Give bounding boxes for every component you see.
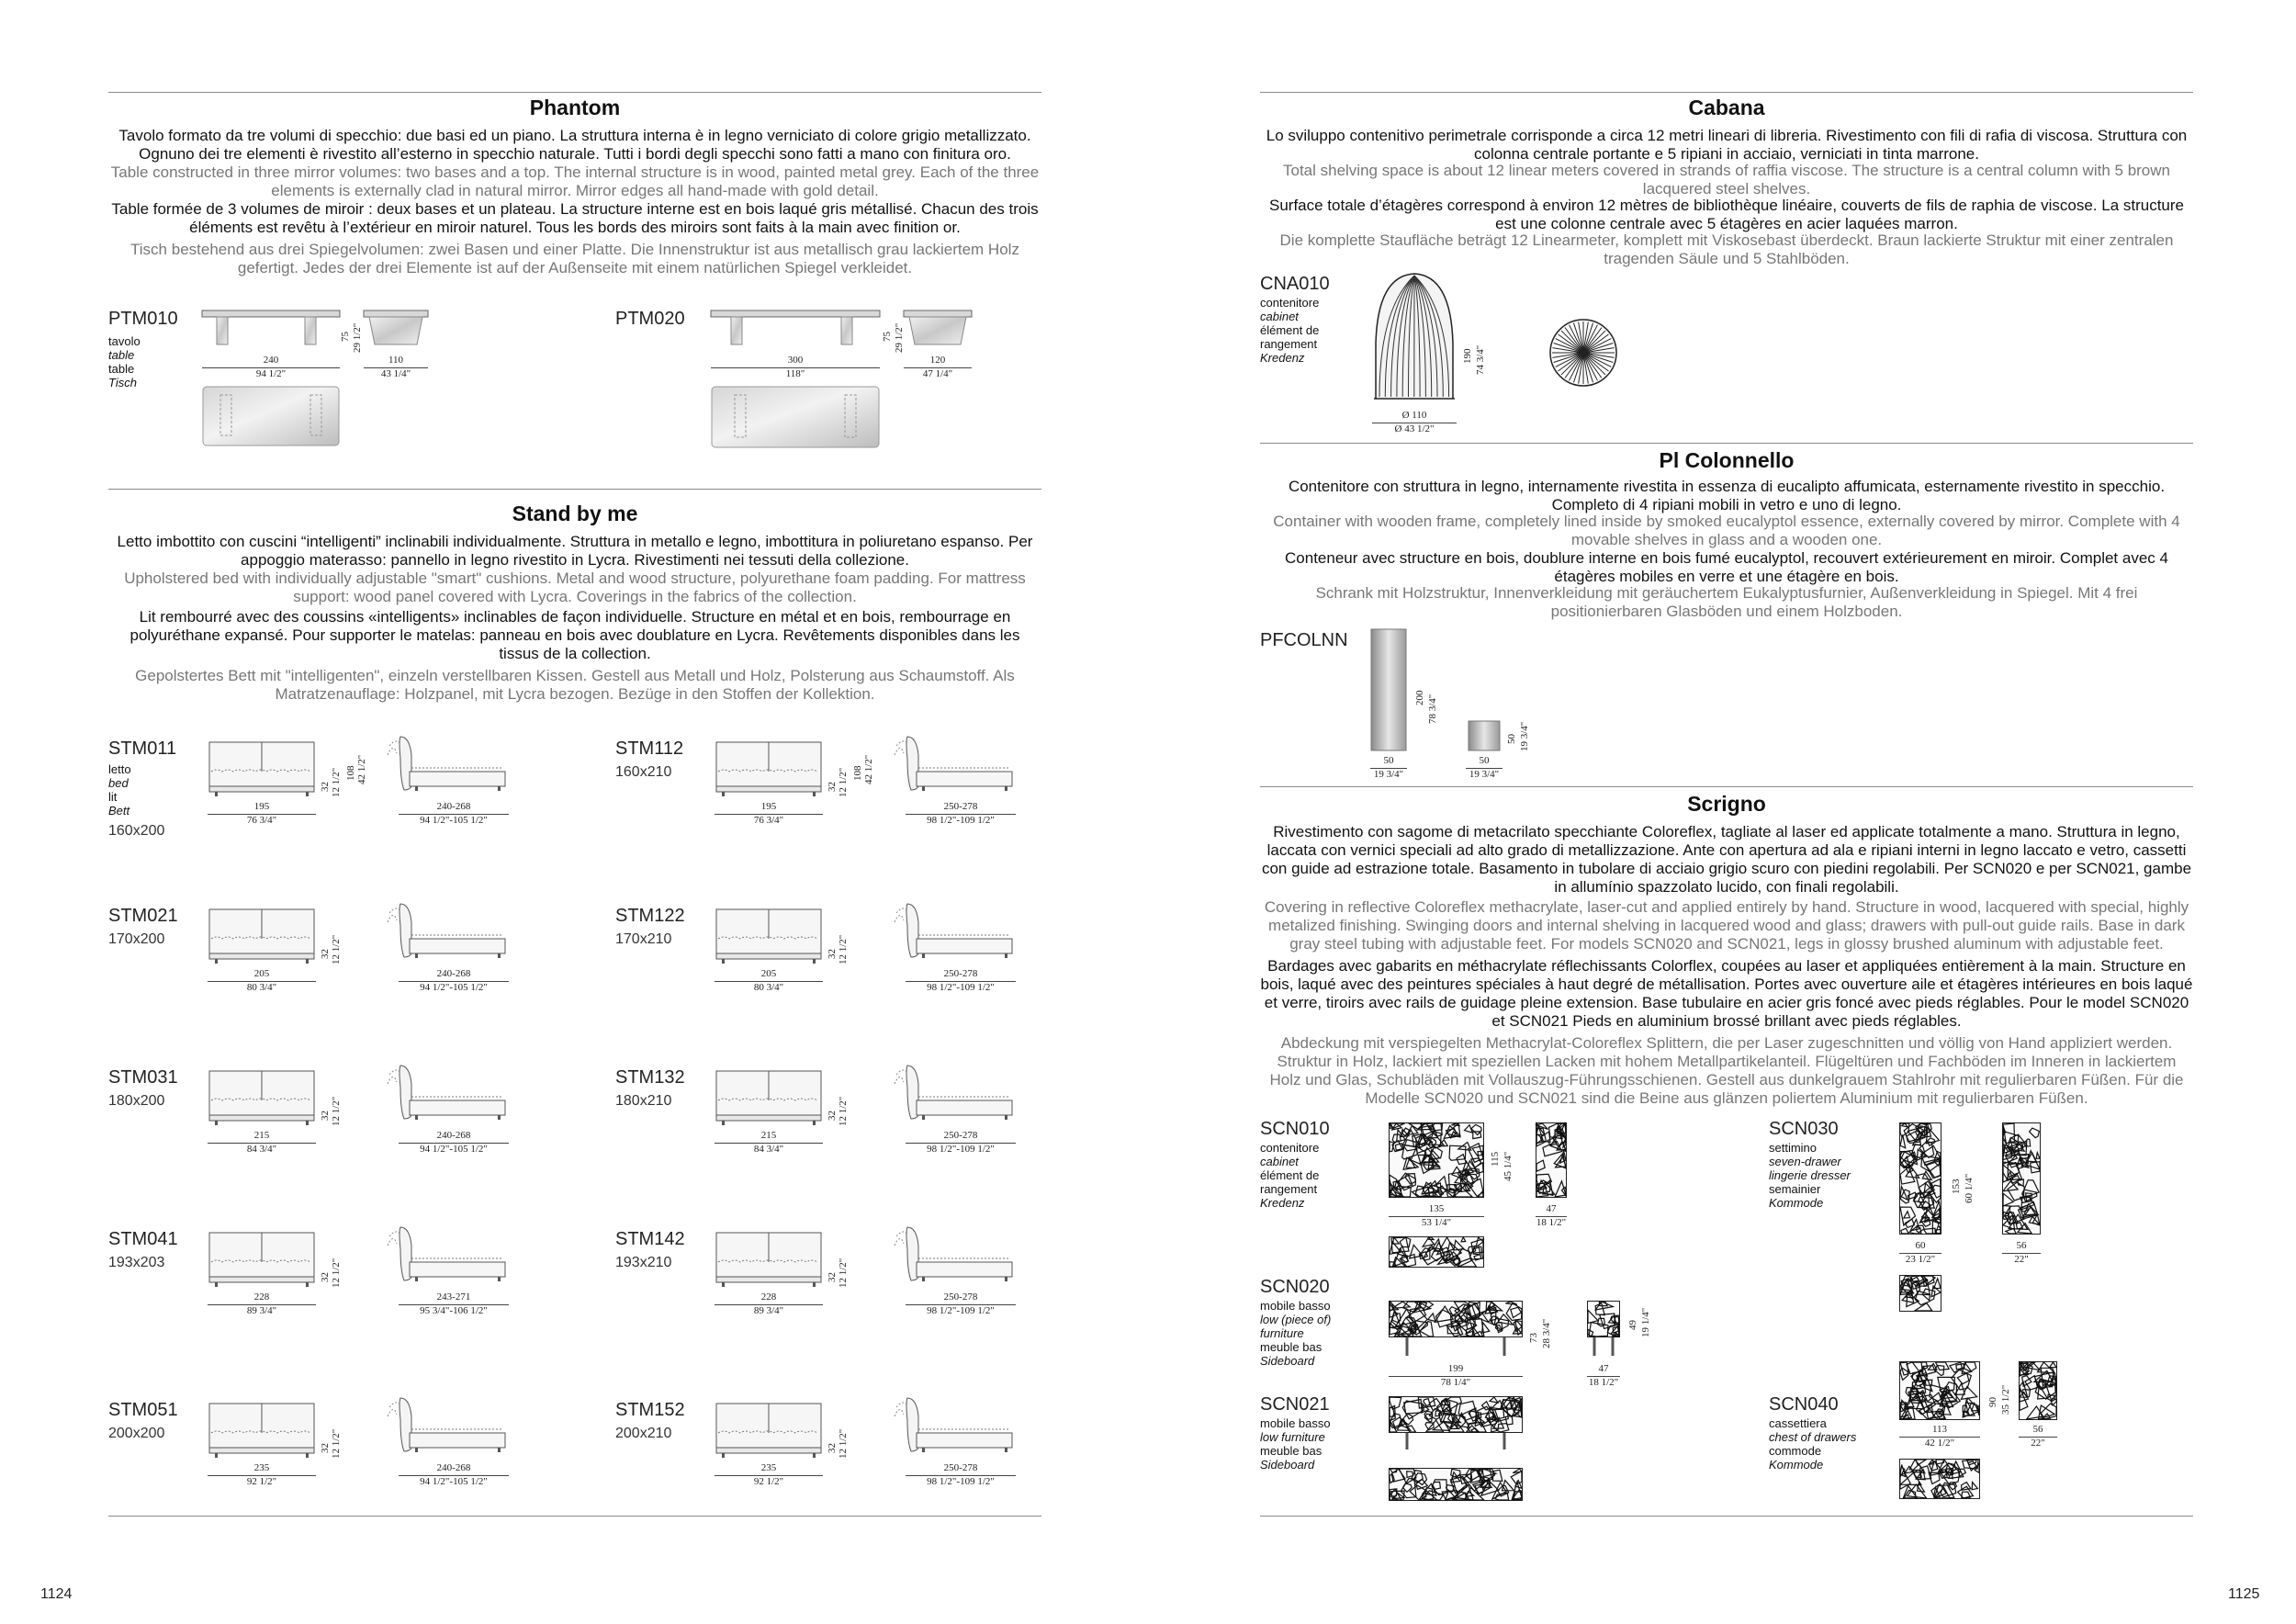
phantom-bottom-rule bbox=[108, 489, 1041, 490]
bed-height: 32 bbox=[827, 782, 838, 792]
phantom-desc-fr: Table formée de 3 volumes de miroir : deux bases et un plateau. La structure interne est en bois laqué gris métallisé. Chacun des trois éléments est revêtu à l’extérieur en miroir naturel. Tous les bords des miroirs sont faits à la main avec finition or. bbox=[111, 200, 1039, 236]
scn030-desc: settimino seven-drawer lingerie dresser semainier Kommode bbox=[1769, 1141, 1851, 1210]
bed-code: STM031 bbox=[108, 1067, 178, 1088]
pfcolnn-width1: 50 bbox=[1383, 755, 1394, 766]
scn040-top-drawing bbox=[1899, 1459, 1980, 1499]
bed-width: 205 bbox=[253, 968, 270, 979]
ptm020-side-drawing bbox=[904, 309, 972, 355]
bed-code: STM112 bbox=[615, 739, 684, 759]
cabana-desc-fr: Surface totale d’étagères correspond à environ 12 mètres de bibliothèque linéaire, couverts de fils de raphia de viscose. La structure est une colonne centrale avec 5 étagères en acier laquées marron. bbox=[1268, 197, 2185, 232]
scn030-depth-in: 22" bbox=[2014, 1254, 2029, 1265]
bed-size: 200x200 bbox=[108, 1426, 165, 1441]
phantom-title: Phantom bbox=[529, 96, 621, 119]
bed-front-drawing bbox=[208, 1402, 316, 1459]
ptm020-depth: 120 bbox=[929, 355, 946, 366]
standbyme-title: Stand by me bbox=[512, 502, 638, 525]
bed-front-drawing bbox=[208, 740, 316, 797]
bed-length-in: 98 1/2"-109 1/2" bbox=[927, 982, 995, 993]
bed-length: 250-278 bbox=[943, 1462, 978, 1473]
scn020-side-drawing bbox=[1587, 1301, 1620, 1337]
cabana-diameter-in: Ø 43 1/2" bbox=[1394, 423, 1435, 434]
scn040-code: SCN040 bbox=[1769, 1394, 1839, 1415]
scn021-legs bbox=[1389, 1433, 1523, 1451]
scn010-top-drawing bbox=[1389, 1236, 1484, 1268]
bed-width-in: 76 3/4" bbox=[246, 815, 277, 826]
bed-height2: 108 bbox=[852, 765, 863, 781]
bed-length: 240-268 bbox=[436, 1462, 471, 1473]
scn021-top-drawing bbox=[1389, 1468, 1523, 1501]
bed-length-in: 94 1/2"-105 1/2" bbox=[420, 982, 488, 993]
ptm020-top-drawing bbox=[711, 386, 880, 448]
bed-size: 180x210 bbox=[615, 1093, 672, 1109]
bed-height: 32 bbox=[827, 1272, 838, 1282]
scn021-desc: mobile basso low furniture meuble bas Sideboard bbox=[1260, 1416, 1331, 1472]
scn010-height: 115 bbox=[1490, 1151, 1501, 1167]
ptm010-height-in: 29 1/2" bbox=[352, 322, 363, 353]
bed-height-in: 12 1/2" bbox=[331, 767, 342, 797]
bed-front-drawing bbox=[715, 1402, 823, 1459]
scn030-width: 60 bbox=[1915, 1240, 1926, 1251]
scn030-depth: 56 bbox=[2016, 1240, 2027, 1251]
bed-code: STM122 bbox=[615, 906, 685, 926]
page-number-left: 1124 bbox=[40, 1586, 73, 1602]
scn020-depth-in: 18 1/2" bbox=[1588, 1377, 1619, 1388]
cabana-height-in: 74 3/4" bbox=[1475, 344, 1486, 375]
bed-side-drawing bbox=[380, 1396, 509, 1459]
ptm010-top-drawing bbox=[202, 386, 340, 446]
bed-size: 180x200 bbox=[108, 1093, 165, 1109]
scn040-width-in: 42 1/2" bbox=[1924, 1438, 1955, 1449]
scrigno-title: Scrigno bbox=[1687, 792, 1766, 816]
bed-size: 160x210 bbox=[615, 764, 672, 780]
bed-width: 228 bbox=[760, 1291, 777, 1303]
bed-length: 250-278 bbox=[943, 1291, 978, 1303]
bed-height: 32 bbox=[320, 1272, 331, 1282]
bed-width-in: 89 3/4" bbox=[246, 1305, 277, 1316]
bed-front-drawing bbox=[715, 908, 823, 964]
bed-width-in: 80 3/4" bbox=[246, 982, 277, 993]
scn020-width-in: 78 1/4" bbox=[1440, 1377, 1471, 1388]
pfcolnn-front-drawing bbox=[1370, 628, 1407, 751]
scn020-width: 199 bbox=[1447, 1363, 1464, 1374]
bed-length-in: 94 1/2"-105 1/2" bbox=[420, 1144, 488, 1155]
bed-height-in: 12 1/2" bbox=[331, 1428, 342, 1459]
bed-side-drawing bbox=[380, 735, 509, 797]
cabana-desc-en: Total shelving space is about 12 linear meters covered in strands of raffia viscose. The structure is a central column with 5 brown lacquered steel shelves. bbox=[1282, 162, 2170, 197]
bed-height-in: 12 1/2" bbox=[838, 767, 849, 797]
scrigno-desc-en: Covering in reflective Coloreflex methacrylate, laser-cut and applied entirely by hand. Structure in wood, lacquered with special, highly metalized finishing. Swinging doors and internal shelving in lacquered wood and glass; drawers with pull-out guide rails. Base in dark gray steel tubing with adjustable feet. For models SCN020 and SCN021, legs in glossy brushed aluminum with adjustable feet. bbox=[1264, 898, 2189, 953]
page-number-right: 1125 bbox=[2228, 1586, 2260, 1602]
bed-length-in: 98 1/2"-109 1/2" bbox=[927, 1144, 995, 1155]
scn010-front-drawing bbox=[1389, 1122, 1484, 1198]
colonnello-desc-de: Schrank mit Holzstruktur, Innenverkleidung mit geräuchertem Eukalyptusfurnier, Außenverkleidung in Spiegel. Mit 4 frei positionierbaren Glasböden und einem Holzboden. bbox=[1315, 584, 2138, 620]
bed-width: 195 bbox=[760, 801, 777, 812]
bed-width: 205 bbox=[760, 968, 777, 979]
standbyme-desc-de: Gepolstertes Bett mit "intelligenten", einzeln verstellbaren Kissen. Gestell aus Metall und Holz, Polsterung aus Schaumstoff. Als Matratzenauflage: Holzpanel, mit Lycra bezogen. Bezüge in den Stoffen der Kollektion. bbox=[135, 667, 1015, 703]
bed-height-in: 12 1/2" bbox=[331, 1096, 342, 1126]
bed-size: 170x200 bbox=[108, 931, 165, 947]
bed-height-in: 12 1/2" bbox=[838, 1257, 849, 1288]
bed-width-in: 92 1/2" bbox=[246, 1476, 277, 1487]
bed-height: 32 bbox=[320, 1443, 331, 1453]
bed-height: 32 bbox=[827, 1111, 838, 1121]
bed-size: 200x210 bbox=[615, 1426, 672, 1441]
bed-height2-in: 42 1/2" bbox=[356, 754, 367, 784]
bed-length: 240-268 bbox=[436, 1130, 471, 1141]
right-bottom-rule bbox=[1260, 1516, 2193, 1517]
standbyme-desc-it: Letto imbottito con cuscini “intelligenti” inclinabili individualmente. Struttura in metallo e legno, imbottitura in poliuretano espanso. Per appoggio materasso: pannello in legno rivestito in Lycra. Rivestimenti nei tessuti della collezione. bbox=[117, 533, 1033, 569]
bed-length: 240-268 bbox=[436, 801, 471, 812]
scn020-side-legs bbox=[1587, 1337, 1620, 1358]
scn040-height: 90 bbox=[1987, 1397, 1998, 1407]
bed-front-drawing bbox=[208, 1231, 316, 1288]
bed-length: 250-278 bbox=[943, 1130, 978, 1141]
scn020-code: SCN020 bbox=[1260, 1277, 1330, 1297]
bed-width-in: 80 3/4" bbox=[753, 982, 784, 993]
bed-width-in: 92 1/2" bbox=[753, 1476, 784, 1487]
ptm010-depth-in: 43 1/4" bbox=[380, 368, 411, 379]
bed-side-drawing bbox=[887, 1064, 1016, 1126]
bed-width: 228 bbox=[253, 1291, 270, 1303]
colonnello-desc-en: Container with wooden frame, completely lined inside by smoked eucalyptol essence, externally covered by mirror. Complete with 4 movable shelves in glass and a wooden one. bbox=[1273, 513, 2180, 548]
scn040-front-drawing bbox=[1899, 1361, 1980, 1420]
scn020-height-in: 28 3/4" bbox=[1541, 1318, 1552, 1348]
scn020-height2: 49 bbox=[1627, 1320, 1638, 1330]
bed-height: 32 bbox=[320, 1111, 331, 1121]
scn030-code: SCN030 bbox=[1769, 1119, 1839, 1139]
scn040-depth-in: 22" bbox=[2031, 1438, 2045, 1449]
top-rule-left bbox=[108, 92, 1041, 93]
phantom-desc-it: Tavolo formato da tre volumi di specchio: due basi ed un piano. La struttura interna è in legno verniciato di colore grigio metallizzato. Ognuno dei tre elementi è rivestito all’esterno in specchio naturale. Tutti i bordi degli specchi sono fatti a mano con finitura oro. bbox=[118, 127, 1031, 163]
top-rule-right bbox=[1260, 92, 2193, 93]
bed-width: 235 bbox=[760, 1462, 777, 1473]
colonnello-desc-fr: Conteneur avec structure en bois, doublure interne en bois fumé eucalyptol, recouvert extérieurement en miroir. Complet avec 4 étagères mobiles en verre et une étagère en bois. bbox=[1285, 549, 2168, 585]
ptm020-code: PTM020 bbox=[615, 309, 685, 329]
bed-side-drawing bbox=[887, 1396, 1016, 1459]
scn030-height-in: 60 1/4" bbox=[1964, 1173, 1975, 1203]
bed-width: 235 bbox=[253, 1462, 270, 1473]
ptm010-desc: tavolo table table Tisch bbox=[108, 334, 141, 389]
bed-width-in: 84 3/4" bbox=[246, 1144, 277, 1155]
pfcolnn-height-in: 78 3/4" bbox=[1427, 694, 1438, 724]
scn010-width-in: 53 1/4" bbox=[1421, 1217, 1452, 1228]
cabana-front-drawing bbox=[1372, 272, 1457, 400]
scn010-depth: 47 bbox=[1546, 1203, 1557, 1214]
standbyme-desc-en: Upholstered bed with individually adjustable "smart" cushions. Metal and wood structure, polyurethane foam padding. For mattress support: wood panel covered with Lycra. Coverings in the fabrics of the collection. bbox=[124, 570, 1026, 605]
cabana-diameter: Ø 110 bbox=[1401, 410, 1427, 421]
bed-size: 160x200 bbox=[108, 823, 165, 839]
pfcolnn-width1-in: 19 3/4" bbox=[1373, 769, 1404, 780]
scn020-height2-in: 19 1/4" bbox=[1640, 1307, 1651, 1337]
ptm010-length: 240 bbox=[263, 355, 279, 366]
bed-height: 32 bbox=[320, 782, 331, 792]
pfcolnn-code: PFCOLNN bbox=[1260, 630, 1348, 650]
bed-code: STM152 bbox=[615, 1400, 685, 1420]
bed-width-in: 84 3/4" bbox=[753, 1144, 784, 1155]
scn020-depth: 47 bbox=[1598, 1363, 1609, 1374]
scn020-desc: mobile basso low (piece of) furniture meuble bas Sideboard bbox=[1260, 1299, 1332, 1368]
colonnello-bottom-rule bbox=[1260, 786, 2193, 787]
scn010-depth-in: 18 1/2" bbox=[1536, 1217, 1567, 1228]
scrigno-desc-de: Abdeckung mit verspiegelten Methacrylat-Coloreflex Splittern, die per Laser zugeschnitten und völlig von Hand appliziert werden. Struktur in Holz, lackiert mit speziellen Lacken mit hohem Metallpartikelanteil. Flügeltüren und Fachböden im Inneren in lackiertem Holz und Glas, Schubläden mit Vollauszug-Führungsschienen. Gestell aus dunkelgrauem Stahlrohr mit regulierbaren Füßen. Für die Modelle SCN020 und SCN021 sind die Beine aus glänzen poliertem Aluminium mit regulierbaren Füßen. bbox=[1269, 1034, 2184, 1107]
phantom-desc-de: Tisch bestehend aus drei Spiegelvolumen: zwei Basen und einer Platte. Die Innenstruktur ist aus metallisch grau lackiertem Holz gefertigt. Jedes der drei Elemente ist auf der Außenseite mit einem natürlichen Spiegel verkleidet. bbox=[130, 241, 1019, 276]
cna010-code: CNA010 bbox=[1260, 274, 1330, 294]
ptm010-front-drawing bbox=[202, 309, 340, 355]
bed-size: 193x203 bbox=[108, 1255, 165, 1270]
scrigno-desc-fr: Bardages avec gabarits en méthacrylate réflechissants Colorflex, coupées au laser et appliquées entièrement à la main. Structure en bois, laqué avec des peintures spéciales à haut degré de métallisation. Portes avec ouverture aile et étagères intérieures en bois laqué et verre, tiroirs avec rails de guidage pleine extension. Base tubulaire en acier gris foncé avec pieds réglables. Pour le model SCN020 et SCN021 Pieds en aluminium brossé brillant avec pieds réglables. bbox=[1260, 957, 2193, 1030]
ptm020-length: 300 bbox=[787, 355, 804, 366]
scn030-side-drawing bbox=[2002, 1122, 2041, 1235]
ptm020-height: 75 bbox=[882, 332, 893, 342]
cabana-height: 190 bbox=[1462, 348, 1473, 364]
scn020-legs bbox=[1389, 1337, 1523, 1358]
pfcolnn-depth-in: 19 3/4" bbox=[1519, 721, 1530, 751]
bed-front-drawing bbox=[208, 1069, 316, 1126]
bed-side-drawing bbox=[887, 1225, 1016, 1288]
pfcolnn-depth: 50 bbox=[1506, 734, 1517, 744]
colonnello-title: Pl Colonnello bbox=[1659, 448, 1795, 472]
bed-width-in: 89 3/4" bbox=[753, 1305, 784, 1316]
bed-height2-in: 42 1/2" bbox=[863, 754, 874, 784]
bed-height-in: 12 1/2" bbox=[838, 934, 849, 964]
scrigno-desc-it: Rivestimento con sagome di metacrilato specchiante Coloreflex, tagliate al laser ed applicate totalmente a mano. Struttura in legno, laccata con vernici speciali ad alto grado di metallizzazione. Ante con apertura ad ala e ripiani interni in legno laccato e vetro, cassetti con guide ad estrazione totale. Basamento in tubolare di acciaio grigio scuro con piedini regolabili. Per SCN020 e per SCN021, gambe in allumínio spazzolato lucido, con finali regolabili. bbox=[1261, 823, 2192, 896]
bed-height-in: 12 1/2" bbox=[331, 934, 342, 964]
bed-code: STM051 bbox=[108, 1400, 178, 1420]
cabana-desc-it: Lo sviluppo contenitivo perimetrale corrisponde a circa 12 metri lineari di libreria. Rivestimento con fili di rafia di viscosa. Struttura con colonna centrale portante e 5 ripiani in acciaio, verniciati in tinta marrone. bbox=[1266, 127, 2188, 163]
scn020-front-drawing bbox=[1389, 1301, 1523, 1337]
scn010-code: SCN010 bbox=[1260, 1119, 1330, 1139]
bed-length: 240-268 bbox=[436, 968, 471, 979]
bed-length-in: 98 1/2"-109 1/2" bbox=[927, 1305, 995, 1316]
cabana-bottom-rule bbox=[1260, 443, 2193, 444]
ptm020-depth-in: 47 1/4" bbox=[922, 368, 953, 379]
bed-length-in: 98 1/2"-109 1/2" bbox=[927, 815, 995, 826]
bed-height: 32 bbox=[827, 1443, 838, 1453]
scn021-front-drawing bbox=[1389, 1396, 1523, 1433]
bed-front-drawing bbox=[208, 908, 316, 964]
bed-height-in: 12 1/2" bbox=[838, 1096, 849, 1126]
cabana-top-drawing bbox=[1548, 318, 1618, 388]
bed-width: 215 bbox=[253, 1130, 270, 1141]
bed-length: 250-278 bbox=[943, 801, 978, 812]
bed-front-drawing bbox=[715, 1231, 823, 1288]
scn040-width: 113 bbox=[1931, 1424, 1948, 1435]
scn030-width-in: 23 1/2" bbox=[1905, 1254, 1936, 1265]
bed-size: 170x210 bbox=[615, 931, 672, 947]
scn040-height-in: 35 1/2" bbox=[2000, 1384, 2011, 1415]
scn030-top-drawing bbox=[1899, 1275, 1941, 1312]
bed-width: 195 bbox=[253, 801, 270, 812]
cabana-title: Cabana bbox=[1688, 96, 1765, 119]
scn040-side-drawing bbox=[2019, 1361, 2057, 1420]
scn010-height-in: 45 1/4" bbox=[1503, 1151, 1514, 1181]
ptm010-side-drawing bbox=[364, 309, 428, 355]
ptm020-height-in: 29 1/2" bbox=[894, 322, 905, 353]
scn010-desc: contenitore cabinet élément de rangement Kredenz bbox=[1260, 1141, 1320, 1210]
bed-front-drawing bbox=[715, 1069, 823, 1126]
ptm010-height: 75 bbox=[340, 332, 351, 342]
bed-height: 32 bbox=[320, 949, 331, 959]
scn030-height: 153 bbox=[1951, 1179, 1962, 1194]
bed-height-in: 12 1/2" bbox=[331, 1257, 342, 1288]
scn040-depth: 56 bbox=[2032, 1424, 2043, 1435]
scn040-desc: cassettiera chest of drawers commode Kommode bbox=[1769, 1416, 1857, 1472]
bed-side-drawing bbox=[887, 902, 1016, 964]
phantom-desc-en: Table constructed in three mirror volumes: two bases and a top. The internal structure is in wood, painted metal grey. Each of the three elements is externally clad in natural mirror. Mirror edges all hand-made with gold detail. bbox=[110, 164, 1040, 199]
bed-length: 243-271 bbox=[436, 1291, 471, 1303]
bed-length-in: 95 3/4"-106 1/2" bbox=[420, 1305, 488, 1316]
pfcolnn-height: 200 bbox=[1414, 690, 1425, 705]
bed-height: 32 bbox=[827, 949, 838, 959]
bed-code: STM132 bbox=[615, 1067, 685, 1088]
bed-width-in: 76 3/4" bbox=[753, 815, 784, 826]
ptm010-code: PTM010 bbox=[108, 309, 178, 329]
bed-code: STM021 bbox=[108, 906, 178, 926]
standbyme-desc-fr: Lit rembourré avec des coussins «intelligents» inclinables de façon individuelle. Structure en métal et en bois, rembourrage en polyuréthane expansé. Pour supporter le matelas: panneau en bois avec doublature en Lycra. Revêtements disponibles dans les tissus de la collection. bbox=[129, 608, 1020, 662]
ptm010-depth: 110 bbox=[388, 355, 404, 366]
bed-side-drawing bbox=[380, 902, 509, 964]
bed-size: 193x210 bbox=[615, 1255, 672, 1270]
colonnello-desc-it: Contenitore con struttura in legno, internamente rivestita in essenza di eucalipto affumicata, esternamente rivestito in specchio. Completo di 4 ripiani mobili in vetro e uno di legno. bbox=[1288, 478, 2166, 513]
left-bottom-rule bbox=[108, 1516, 1041, 1517]
ptm010-length-in: 94 1/2" bbox=[255, 368, 287, 379]
cabana-desc-de: Die komplette Staufläche beträgt 12 Linearmeter, komplett mit Viskosebast überdeckt. Braun lackierte Struktur mit einer zentralen tragenden Säule und 5 Stahlböden. bbox=[1279, 231, 2174, 267]
bed-height-in: 12 1/2" bbox=[838, 1428, 849, 1459]
bed-front-drawing bbox=[715, 740, 823, 797]
cna010-desc: contenitore cabinet élément de rangement Kredenz bbox=[1260, 296, 1320, 365]
scn010-side-drawing bbox=[1536, 1122, 1567, 1198]
bed-side-drawing bbox=[887, 735, 1016, 797]
scn030-front-drawing bbox=[1899, 1122, 1941, 1235]
bed-length-in: 98 1/2"-109 1/2" bbox=[927, 1476, 995, 1487]
bed-length-in: 94 1/2"-105 1/2" bbox=[420, 1476, 488, 1487]
ptm020-length-in: 118" bbox=[785, 368, 805, 379]
bed-desc: letto bed lit Bett bbox=[108, 762, 131, 818]
pfcolnn-width2-in: 19 3/4" bbox=[1469, 769, 1500, 780]
bed-length: 250-278 bbox=[943, 968, 978, 979]
bed-code: STM142 bbox=[615, 1229, 685, 1249]
scn021-code: SCN021 bbox=[1260, 1394, 1330, 1415]
pfcolnn-side-drawing bbox=[1468, 720, 1501, 751]
bed-side-drawing bbox=[380, 1225, 509, 1288]
scn020-height: 73 bbox=[1528, 1333, 1539, 1343]
scn010-width: 135 bbox=[1428, 1203, 1445, 1214]
bed-side-drawing bbox=[380, 1064, 509, 1126]
bed-code: STM041 bbox=[108, 1229, 178, 1249]
bed-length-in: 94 1/2"-105 1/2" bbox=[420, 815, 488, 826]
bed-height2: 108 bbox=[345, 765, 356, 781]
bed-width: 215 bbox=[760, 1130, 777, 1141]
pfcolnn-width2: 50 bbox=[1479, 755, 1490, 766]
ptm020-front-drawing bbox=[711, 309, 880, 355]
bed-code: STM011 bbox=[108, 739, 177, 759]
